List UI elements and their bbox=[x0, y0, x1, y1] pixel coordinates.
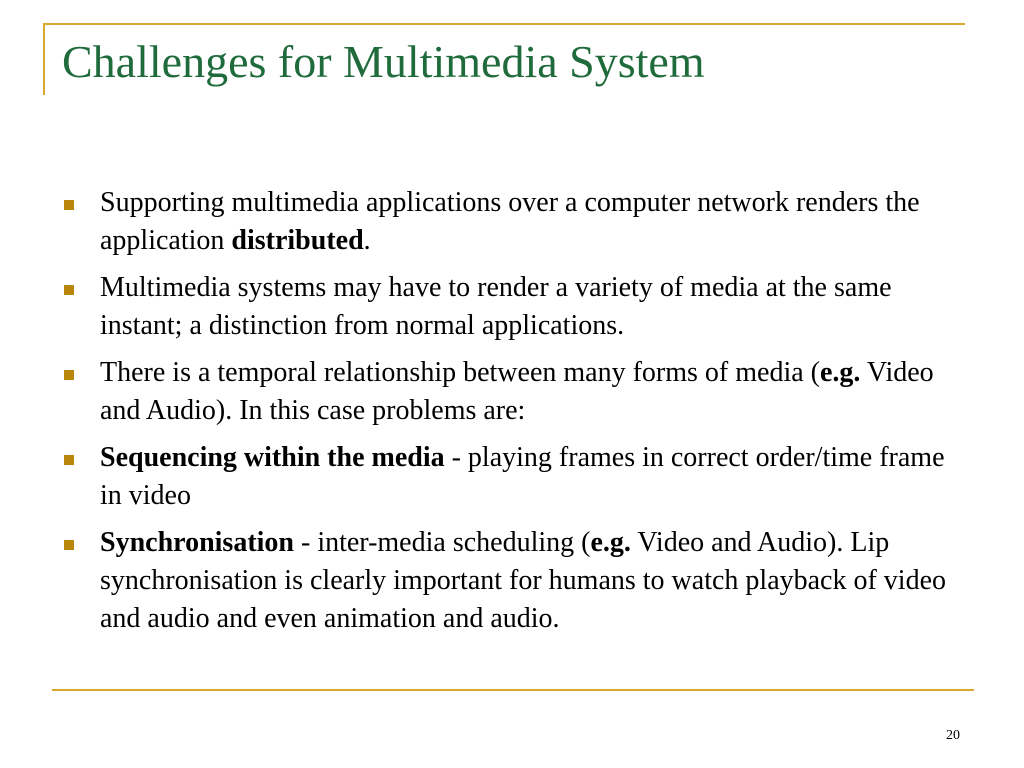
bullet-text: Video and Audio). In this case problems are: bbox=[100, 357, 934, 426]
bullet-item-temporal-relationship bbox=[62, 354, 962, 430]
square-bullet-icon bbox=[64, 540, 74, 550]
bullet-text: Multimedia systems may have to render a variety of media at the same instant; a distinction from normal applications. bbox=[100, 272, 892, 341]
bullet-bold-text: e.g. bbox=[590, 527, 631, 558]
bullet-item-synchronisation bbox=[62, 524, 962, 638]
bullet-text: - inter-media scheduling ( bbox=[294, 527, 591, 558]
slide-title: Challenges for Multimedia System bbox=[62, 36, 705, 87]
frame-top-line bbox=[43, 23, 965, 25]
bullet-bold-text: Synchronisation bbox=[100, 527, 294, 558]
bullet-bold-text: Sequencing within the media bbox=[100, 442, 445, 473]
page-number: 20 bbox=[946, 728, 960, 743]
bullet-item-variety-of-media bbox=[62, 269, 962, 345]
frame-bottom-line bbox=[52, 689, 974, 691]
square-bullet-icon bbox=[64, 200, 74, 210]
bullet-bold-text: e.g. bbox=[819, 357, 861, 388]
bullet-text: . bbox=[363, 225, 371, 256]
bullet-text: Video and Audio). Lip synchronisation is clearly important for humans to watch playback of video and audio and even animation and audio. bbox=[100, 527, 947, 634]
bullet-text: Supporting multimedia applications over a computer network renders the application bbox=[100, 187, 920, 256]
square-bullet-icon bbox=[64, 285, 74, 295]
bullet-bold-text: distributed bbox=[231, 225, 364, 256]
bullet-text: There is a temporal relationship between many forms of media ( bbox=[100, 357, 820, 388]
bullet-text: - playing frames in correct order/time frame in video bbox=[100, 442, 945, 511]
square-bullet-icon bbox=[64, 455, 74, 465]
bullet-item-sequencing bbox=[62, 439, 962, 515]
bullet-list bbox=[62, 184, 962, 647]
bullet-item-distributed bbox=[62, 184, 962, 260]
frame-left-line bbox=[43, 23, 45, 95]
square-bullet-icon bbox=[64, 370, 74, 380]
